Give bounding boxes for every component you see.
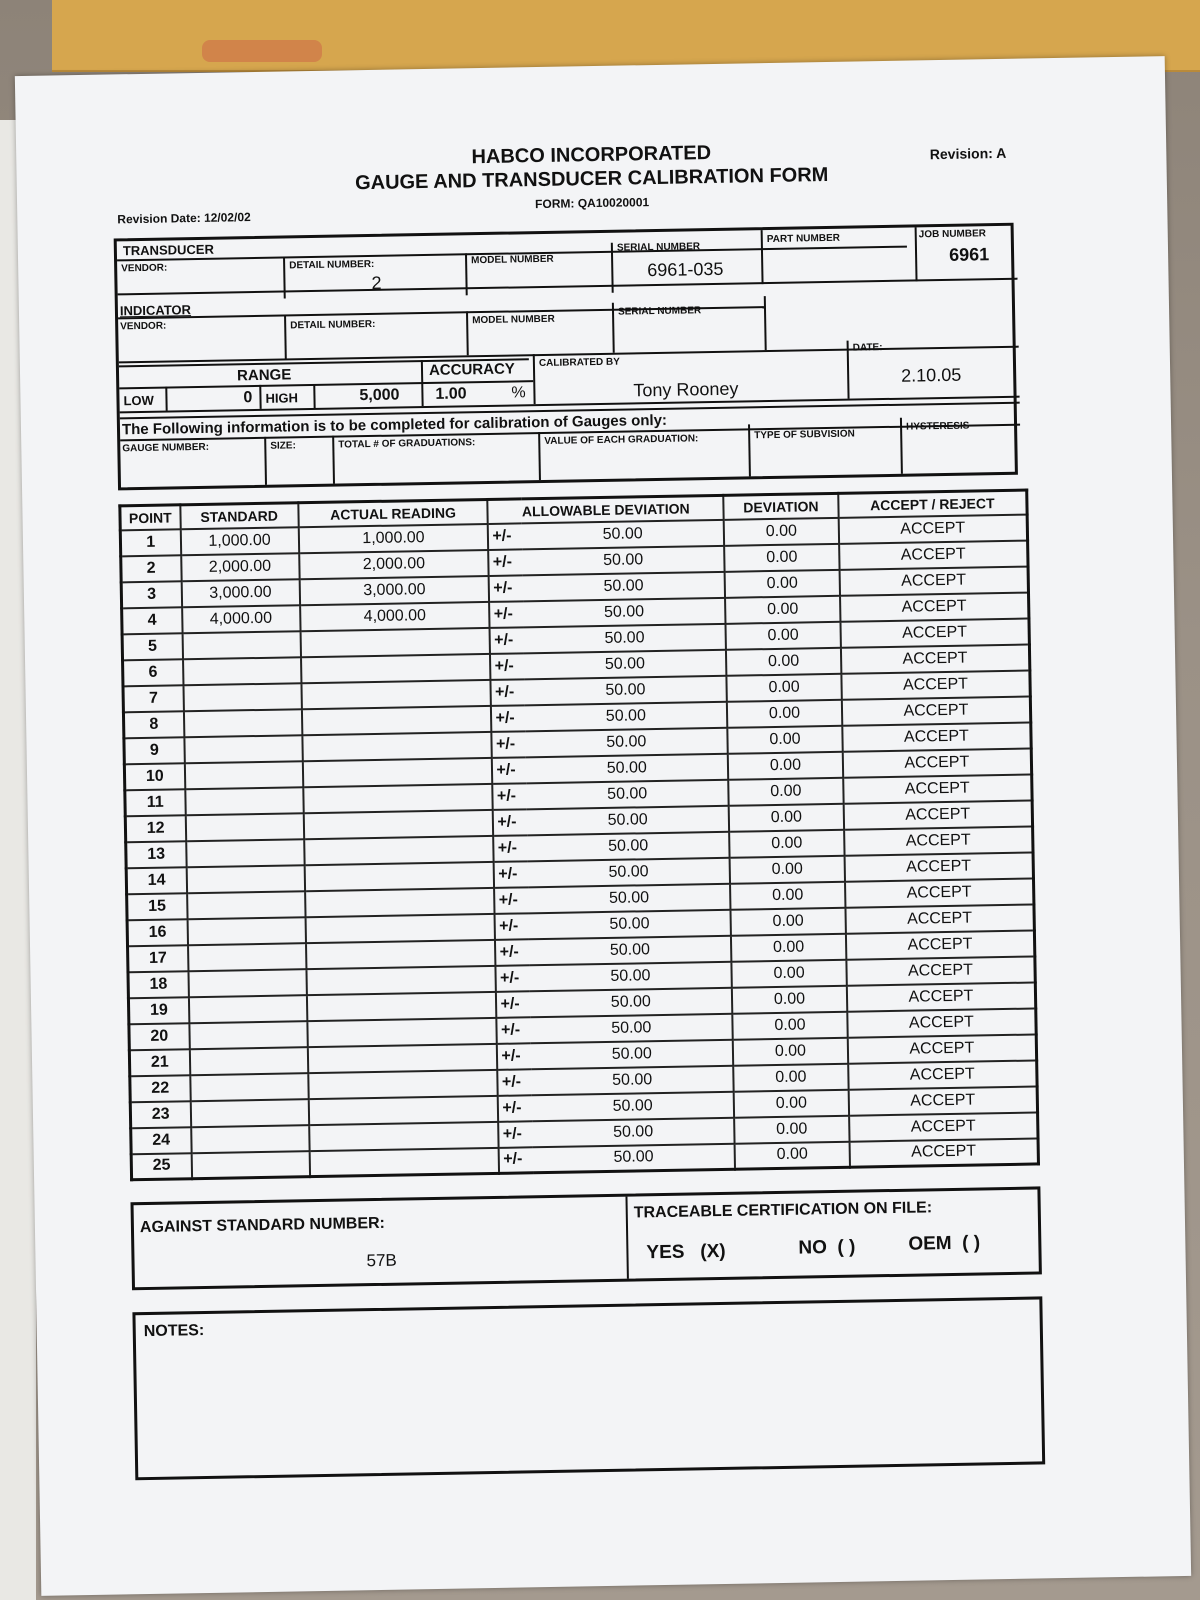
row-point: 13 [126,841,186,868]
row-allowable-deviation: 50.00 [523,545,725,575]
row-standard [186,865,305,893]
indicator-serial-label: SERIAL NUMBER [617,305,702,318]
col-accept-reject: ACCEPT / REJECT [838,490,1027,517]
row-point: 19 [128,997,188,1024]
row-point: 1 [120,529,180,556]
value-graduation-label: VALUE OF EACH GRADUATION: [544,433,699,447]
row-deviation: 0.00 [729,803,844,831]
row-actual-reading [300,627,490,656]
row-plus-minus: +/- [495,939,529,966]
row-standard [191,1125,310,1153]
row-plus-minus: +/- [498,1095,532,1122]
row-plus-minus: +/- [494,861,528,888]
indicator-model-label: MODEL NUMBER [472,313,555,327]
subvision-label: TYPE OF SUBVISION [754,428,855,442]
row-point: 8 [123,711,183,738]
transducer-detail-label: DETAIL NUMBER: [289,258,375,272]
row-standard [188,995,307,1023]
notes-label: NOTES: [143,1322,205,1341]
row-actual-reading [308,1069,498,1098]
row-actual-reading [309,1121,499,1150]
row-allowable-deviation: 50.00 [530,961,732,991]
row-standard [189,1047,308,1075]
row-actual-reading [303,809,493,838]
row-standard [187,917,306,945]
calibration-readings-table [118,489,1040,1182]
row-plus-minus: +/- [491,705,525,732]
range-low-label: LOW [123,392,154,409]
row-allowable-deviation: 50.00 [533,1143,735,1173]
row-plus-minus: +/- [490,627,524,654]
range-high-value: 5,000 [359,386,400,405]
row-deviation: 0.00 [731,933,846,961]
row-point: 11 [125,789,185,816]
row-standard [191,1151,310,1179]
row-deviation: 0.00 [732,1011,847,1039]
row-point: 4 [122,607,182,634]
row-actual-reading [302,705,492,734]
row-plus-minus: +/- [495,913,529,940]
row-actual-reading [307,991,497,1020]
row-accept-reject: ACCEPT [841,670,1030,699]
row-allowable-deviation: 50.00 [529,909,731,939]
row-standard [182,631,301,659]
row-point: 24 [131,1127,191,1154]
row-plus-minus: +/- [497,1017,531,1044]
row-accept-reject: ACCEPT [843,748,1032,777]
row-standard: 3,000.00 [181,579,300,607]
oem-checkbox: ( ) [961,1232,981,1254]
row-deviation: 0.00 [726,647,841,675]
row-allowable-deviation: 50.00 [531,1013,733,1043]
row-accept-reject: ACCEPT [849,1112,1038,1141]
col-standard: STANDARD [180,503,299,529]
row-allowable-deviation: 50.00 [525,701,727,731]
row-deviation: 0.00 [734,1089,849,1117]
row-point: 16 [127,919,187,946]
notes-box [132,1296,1045,1480]
row-actual-reading [301,679,491,708]
row-point: 6 [123,659,183,686]
row-deviation: 0.00 [727,725,842,753]
row-accept-reject: ACCEPT [848,1086,1037,1115]
row-plus-minus: +/- [491,679,525,706]
row-allowable-deviation: 50.00 [531,1039,733,1069]
row-actual-reading [303,783,493,812]
row-deviation: 0.00 [729,829,844,857]
row-point: 14 [126,867,186,894]
transducer-model-label: MODEL NUMBER [471,253,554,267]
row-allowable-deviation: 50.00 [524,597,726,627]
row-actual-reading [307,1017,497,1046]
gauge-number-label: GAUGE NUMBER: [122,441,210,455]
row-actual-reading [306,939,496,968]
row-point: 5 [122,633,182,660]
row-point: 21 [129,1049,189,1076]
transducer-serial-label: SERIAL NUMBER [616,241,701,254]
row-plus-minus: +/- [490,601,524,628]
part-number-label: PART NUMBER [766,232,841,246]
row-deviation: 0.00 [735,1141,850,1169]
row-deviation: 0.00 [724,517,839,545]
row-plus-minus: +/- [488,523,522,550]
row-standard [183,709,302,737]
row-deviation: 0.00 [732,959,847,987]
row-point: 7 [123,685,183,712]
row-standard [188,969,307,997]
traceable-cert-label: TRACEABLE CERTIFICATION ON FILE: [633,1199,933,1222]
row-plus-minus: +/- [494,835,528,862]
row-standard: 1,000.00 [180,527,299,555]
row-standard [190,1073,309,1101]
revision-date: Revision Date: 12/02/02 [117,210,251,227]
row-deviation: 0.00 [730,855,845,883]
cert-oem [908,1232,980,1255]
row-accept-reject: ACCEPT [844,826,1033,855]
row-standard [189,1021,308,1049]
row-deviation: 0.00 [727,699,842,727]
row-allowable-deviation: 50.00 [527,805,729,835]
row-standard [184,761,303,789]
row-accept-reject: ACCEPT [839,540,1028,569]
cert-no [798,1237,855,1260]
row-plus-minus: +/- [489,549,523,576]
row-actual-reading: 4,000.00 [300,601,490,630]
transducer-serial-number: 6961-035 [647,258,724,281]
row-actual-reading [307,1043,497,1072]
row-accept-reject: ACCEPT [839,566,1028,595]
row-standard [186,839,305,867]
row-deviation: 0.00 [726,621,841,649]
calibration-form-sheet [15,56,1191,1596]
row-allowable-deviation: 50.00 [526,753,728,783]
oem-label: OEM [908,1232,952,1255]
range-high-label: HIGH [265,390,299,406]
row-plus-minus: +/- [497,1043,531,1070]
row-accept-reject: ACCEPT [849,1138,1038,1167]
standard-number: 57B [366,1250,397,1271]
yes-label: YES [646,1241,685,1264]
calibration-date: 2.10.05 [901,364,962,386]
row-point: 9 [124,737,184,764]
row-actual-reading [302,731,492,760]
row-point: 25 [131,1153,191,1180]
calibrated-by-name: Tony Rooney [633,378,739,401]
row-plus-minus: +/- [498,1069,532,1096]
calibrated-by-label: CALIBRATED BY [538,356,620,370]
transducer-vendor-label: VENDOR: [121,262,168,275]
accuracy-value: 1.00 [435,385,467,403]
row-allowable-deviation: 50.00 [527,779,729,809]
total-graduations-label: TOTAL # OF GRADUATIONS: [338,437,476,451]
date-label: DATE: [852,342,883,354]
row-plus-minus: +/- [492,731,526,758]
yes-checkbox: (X) [700,1240,726,1263]
row-accept-reject: ACCEPT [843,800,1032,829]
row-standard [188,943,307,971]
row-plus-minus: +/- [499,1147,533,1174]
row-actual-reading [309,1147,499,1176]
info-grid [114,223,1018,491]
form-number: FORM: QA10020001 [534,195,650,212]
row-accept-reject: ACCEPT [847,1008,1036,1037]
row-standard [187,891,306,919]
gauges-heading: The Following information is to be completed for calibration of Gauges only: [121,411,668,439]
row-plus-minus: +/- [489,575,523,602]
row-point: 23 [130,1101,190,1128]
row-plus-minus: +/- [493,809,527,836]
row-accept-reject: ACCEPT [845,878,1034,907]
row-deviation: 0.00 [733,1037,848,1065]
row-actual-reading: 1,000.00 [298,523,488,552]
row-deviation: 0.00 [728,751,843,779]
row-allowable-deviation: 50.00 [522,519,724,549]
row-plus-minus: +/- [492,757,526,784]
indicator-section-label: INDICATOR [119,302,192,319]
indicator-vendor-label: VENDOR: [120,320,167,333]
row-accept-reject: ACCEPT [840,592,1029,621]
standard-certification-box [130,1186,1041,1290]
row-standard [184,735,303,763]
row-point: 22 [130,1075,190,1102]
col-allowable-deviation: ALLOWABLE DEVIATION [488,495,724,523]
no-label: NO [798,1237,828,1259]
row-accept-reject: ACCEPT [841,644,1030,673]
row-allowable-deviation: 50.00 [528,857,730,887]
row-allowable-deviation: 50.00 [533,1117,735,1147]
job-number-label: JOB NUMBER [918,228,987,241]
company-name: HABCO INCORPORATED [471,142,712,169]
row-allowable-deviation: 50.00 [529,935,731,965]
row-plus-minus: +/- [493,783,527,810]
row-actual-reading [305,913,495,942]
red-stamp-mark [202,40,322,62]
row-point: 3 [121,581,181,608]
col-deviation: DEVIATION [723,493,838,519]
row-standard [185,787,304,815]
row-deviation: 0.00 [734,1115,849,1143]
row-accept-reject: ACCEPT [846,956,1035,985]
accuracy-label: ACCURACY [428,360,516,379]
row-standard: 4,000.00 [182,605,301,633]
row-point: 2 [121,555,181,582]
row-allowable-deviation: 50.00 [530,987,732,1017]
row-accept-reject: ACCEPT [840,618,1029,647]
row-deviation: 0.00 [731,907,846,935]
row-deviation: 0.00 [728,777,843,805]
row-accept-reject: ACCEPT [842,696,1031,725]
row-deviation: 0.00 [724,543,839,571]
row-accept-reject: ACCEPT [848,1034,1037,1063]
standard-number-label: AGAINST STANDARD NUMBER: [139,1214,386,1237]
row-plus-minus: +/- [495,887,529,914]
transducer-detail-number: 2 [371,272,382,293]
row-deviation: 0.00 [732,985,847,1013]
row-point: 15 [127,893,187,920]
row-accept-reject: ACCEPT [842,722,1031,751]
row-actual-reading [302,757,492,786]
row-deviation: 0.00 [725,569,840,597]
row-plus-minus: +/- [499,1121,533,1148]
row-actual-reading [304,861,494,890]
row-deviation: 0.00 [730,881,845,909]
row-plus-minus: +/- [496,991,530,1018]
accuracy-unit: % [511,384,526,402]
row-accept-reject: ACCEPT [847,982,1036,1011]
row-actual-reading [305,887,495,916]
col-point: POINT [120,505,180,530]
cert-yes [646,1241,726,1264]
row-point: 12 [125,815,185,842]
row-accept-reject: ACCEPT [846,930,1035,959]
row-standard [185,813,304,841]
row-standard [183,657,302,685]
row-point: 18 [128,971,188,998]
hysteresis-label: HYSTERESIS [905,420,970,433]
row-actual-reading: 2,000.00 [299,549,489,578]
row-actual-reading [306,965,496,994]
row-allowable-deviation: 50.00 [523,571,725,601]
form-title: GAUGE AND TRANSDUCER CALIBRATION FORM [354,163,829,195]
row-plus-minus: +/- [490,653,524,680]
row-standard [183,683,302,711]
no-checkbox: ( ) [837,1236,856,1258]
row-actual-reading [304,835,494,864]
row-allowable-deviation: 50.00 [525,675,727,705]
row-allowable-deviation: 50.00 [528,831,730,861]
row-actual-reading [308,1095,498,1124]
row-plus-minus: +/- [496,965,530,992]
range-label: RANGE [236,366,292,385]
transducer-section-label: TRANSDUCER [122,241,215,259]
revision-letter: Revision: A [929,144,1007,163]
indicator-detail-label: DETAIL NUMBER: [290,318,376,332]
range-low-value: 0 [243,389,253,407]
row-accept-reject: ACCEPT [848,1060,1037,1089]
row-allowable-deviation: 50.00 [524,623,726,653]
row-accept-reject: ACCEPT [845,904,1034,933]
row-standard: 2,000.00 [181,553,300,581]
row-actual-reading [301,653,491,682]
row-deviation: 0.00 [725,595,840,623]
row-deviation: 0.00 [727,673,842,701]
row-accept-reject: ACCEPT [843,774,1032,803]
row-accept-reject: ACCEPT [844,852,1033,881]
job-number: 6961 [948,244,990,265]
row-point: 17 [128,945,188,972]
row-accept-reject: ACCEPT [838,514,1027,543]
row-standard [190,1099,309,1127]
row-allowable-deviation: 50.00 [526,727,728,757]
row-point: 10 [124,763,184,790]
row-allowable-deviation: 50.00 [524,649,726,679]
row-point: 20 [129,1023,189,1050]
row-allowable-deviation: 50.00 [532,1065,734,1095]
row-allowable-deviation: 50.00 [532,1091,734,1121]
col-actual-reading: ACTUAL READING [298,499,488,526]
row-allowable-deviation: 50.00 [529,883,731,913]
row-actual-reading: 3,000.00 [299,575,489,604]
row-deviation: 0.00 [733,1063,848,1091]
size-label: SIZE: [270,440,296,452]
